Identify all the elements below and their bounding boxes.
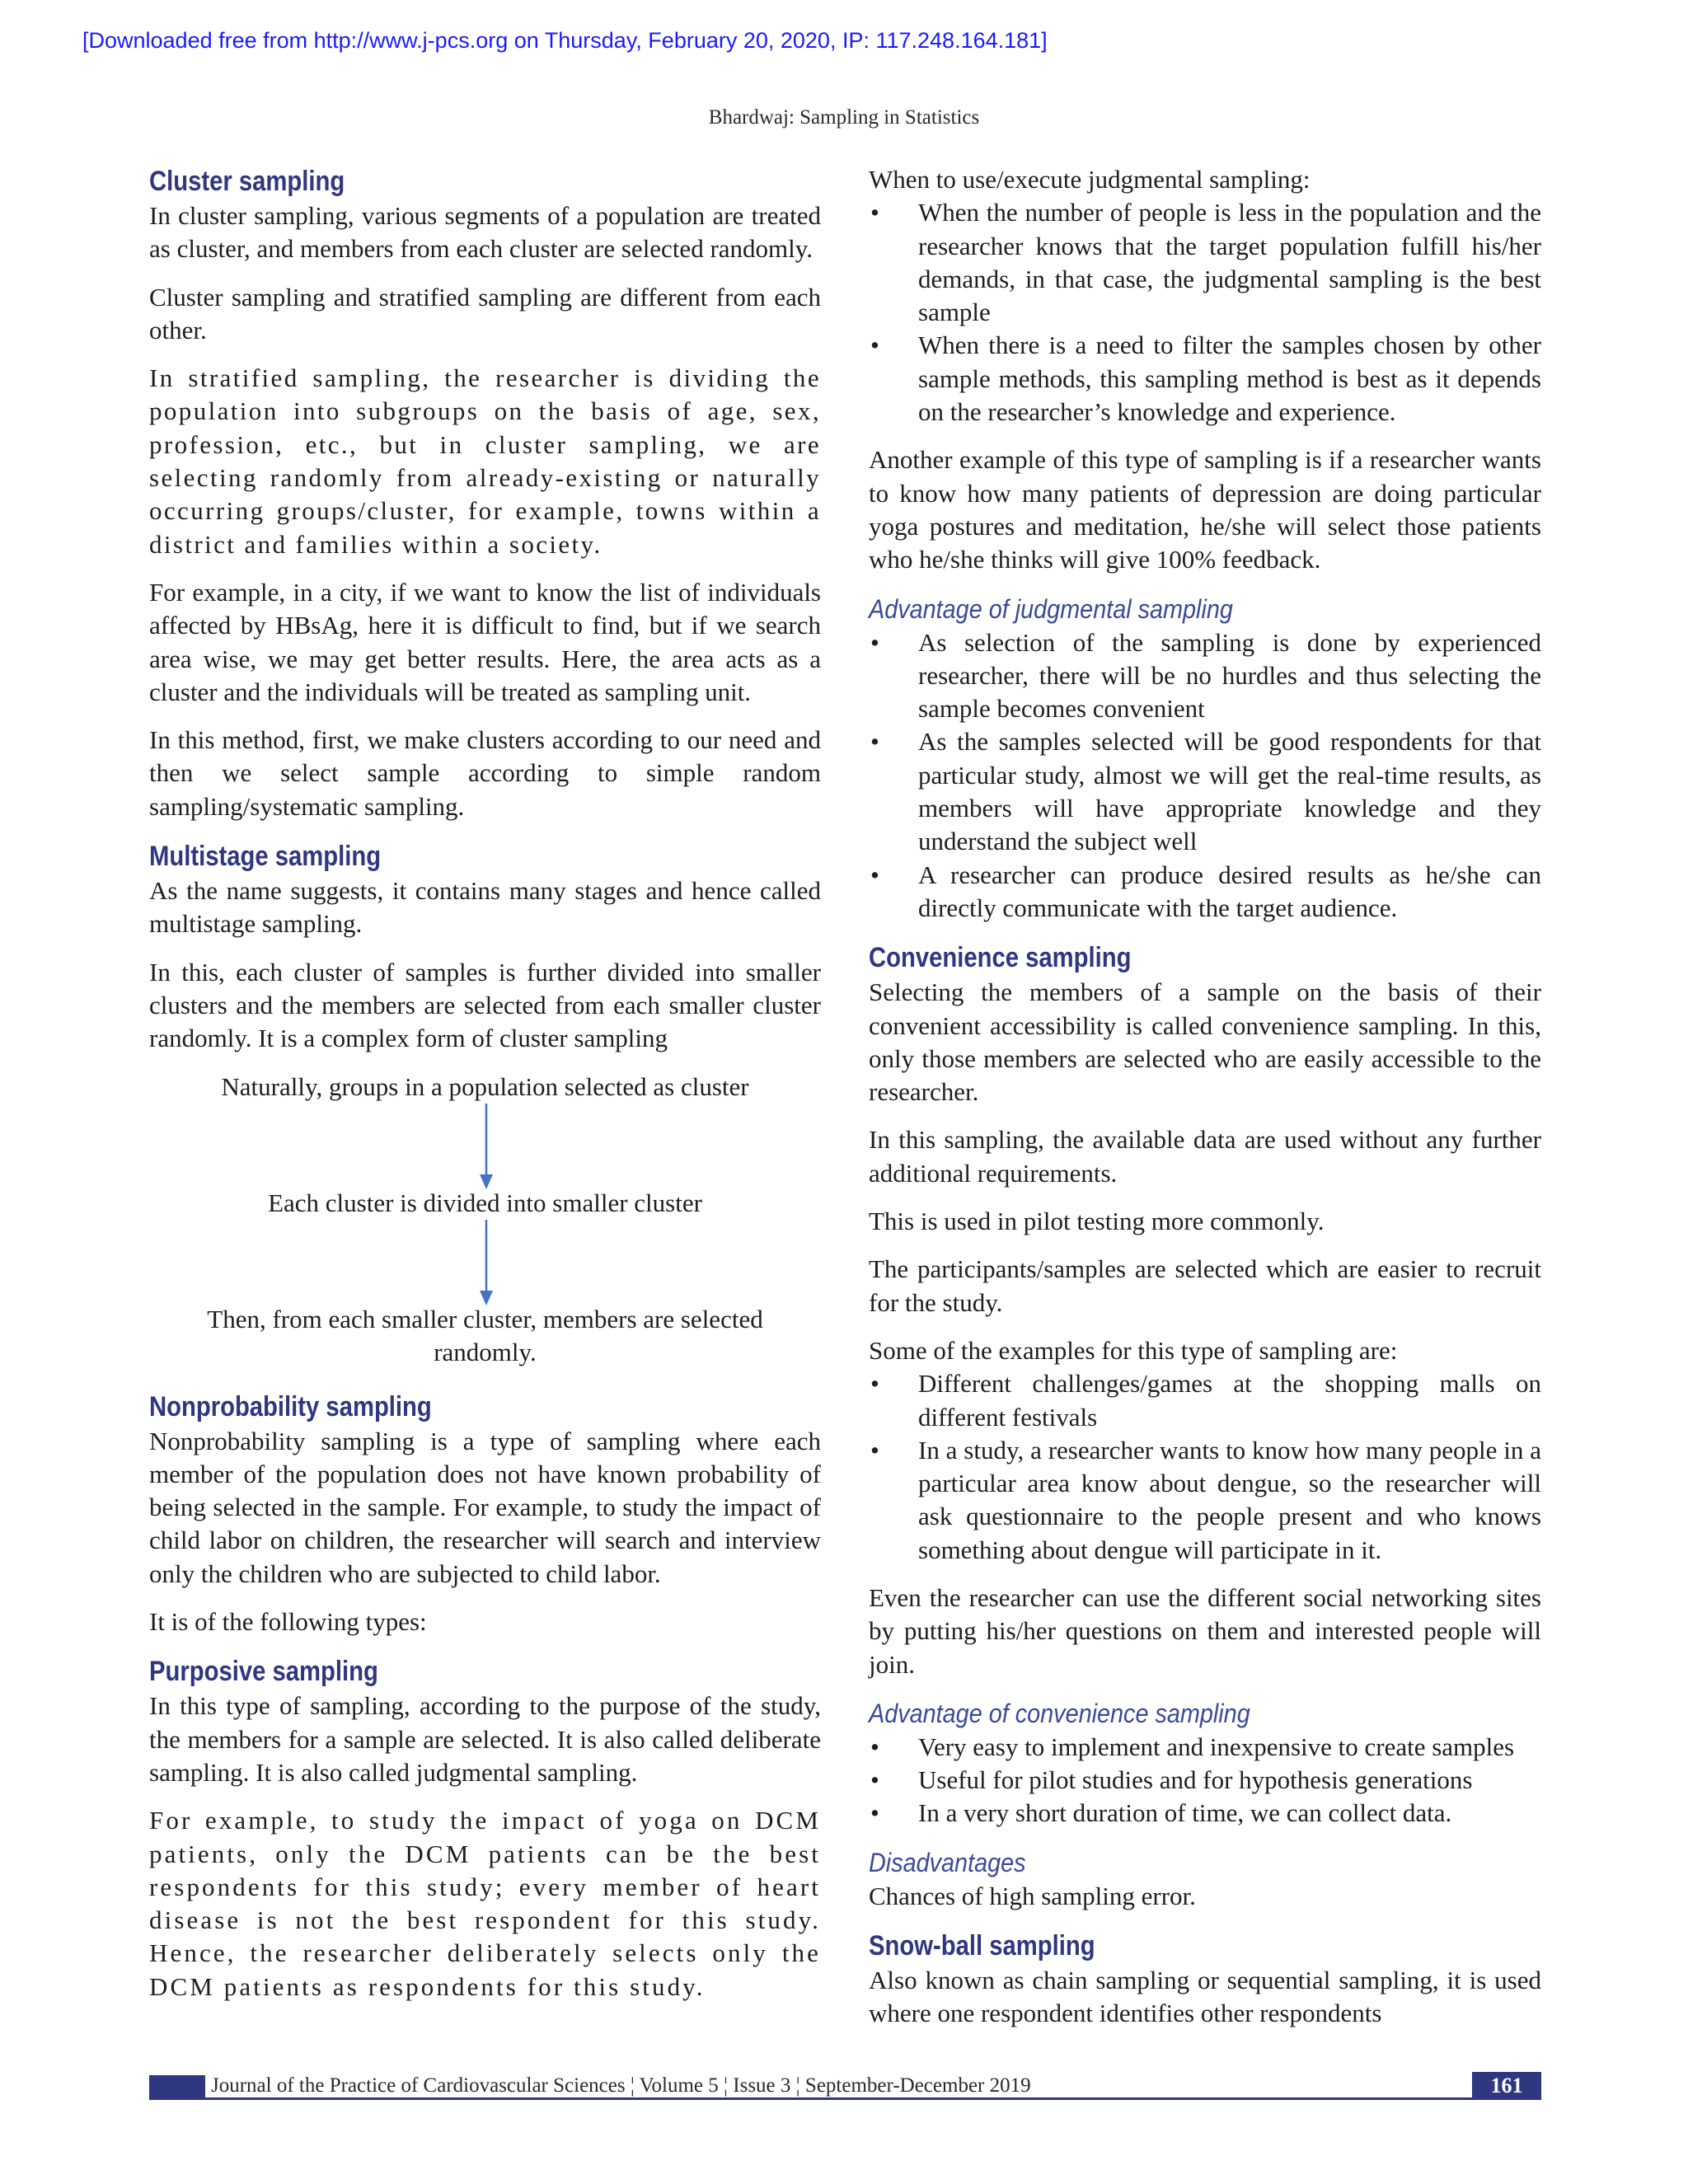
footer-accent-block (149, 2075, 205, 2100)
footer-citation (211, 2074, 1031, 2098)
paragraph: For example, to study the impact of yoga on DCM patients, only the DCM patients can be the best respondents for this study; every member of heart disease is not the best respondent for this study. Hence, the researcher deliberately selects only the DCM patients as respondents for this study. (149, 1806, 821, 2001)
footer-journal: Journal of the Practice of Cardiovascular Sciences (211, 2074, 626, 2097)
heading-multistage-sampling: Multistage sampling (149, 841, 382, 873)
flow-step-2: Each cluster is divided into smaller cluster (268, 1188, 702, 1217)
heading-nonprobability-sampling: Nonprobability sampling (149, 1390, 432, 1422)
paragraph: Some of the examples for this type of sampling are: (869, 1335, 1398, 1365)
download-banner[interactable]: [Downloaded free from http://www.j-pcs.org on Thursday, February 20, 2020, IP: 117.248.164.181] (82, 28, 1048, 53)
footer-separator: ¦ (795, 2074, 800, 2097)
footer-separator: ¦ (630, 2074, 635, 2097)
paragraph: In this sampling, the available data are used without any further additional requirements. (869, 1125, 1541, 1188)
paragraph: As the name suggests, it contains many stages and hence called multistage sampling. (149, 876, 821, 939)
paragraph: Even the researcher can use the different social networking sites by putting his/her questions on them and interested people will join. (869, 1582, 1541, 1679)
paragraph: In stratified sampling, the researcher is dividing the population into subgroups on the basis of age, sex, profession, etc., but in cluster sampling, we are selecting randomly from already-existing or naturally occurring groups/cluster, for example, towns within a district and families within a society. (149, 363, 821, 559)
list-item: • When there is a need to filter the samples chosen by other sample methods, this sampling method is best as it depends on the researcher’s knowledge and experience. (869, 329, 1541, 429)
list-item: • In a study, a researcher wants to know how many people in a particular area know about dengue, so the researcher will ask questionnaire to the people present and who knows something about dengue will participate in it. (869, 1434, 1541, 1567)
paragraph: Selecting the members of a sample on the basis of their convenient accessibility is called convenience sampling. In this, only those members are selected who are easily accessible to the researcher. (869, 977, 1541, 1107)
list-item: • In a very short duration of time, we can collect data. (869, 1797, 1541, 1830)
paragraph: The participants/samples are selected which are easier to recruit for the study. (869, 1254, 1541, 1317)
bullet-list (869, 626, 1541, 926)
bullet-list (869, 1731, 1541, 1830)
footer-volume: Volume 5 (639, 2074, 719, 2097)
left-column (149, 163, 821, 2018)
subheading-advantage-judgmental: Advantage of judgmental sampling (869, 593, 1233, 624)
paragraph: For example, in a city, if we want to know the list of individuals affected by HBsAg, here it is difficult to find, but if we search area wise, we may get better results. Here, the area acts as a cluster and the individuals will be treated as sampling unit. (149, 577, 821, 706)
paragraph: In this type of sampling, according to the purpose of the study, the members for a sample are selected. It is also called deliberate sampling. It is also called judgmental sampling. (149, 1691, 821, 1787)
heading-snowball-sampling: Snow-ball sampling (869, 1930, 1095, 1962)
paragraph: When to use/execute judgmental sampling: (869, 165, 1311, 194)
bullet-list (869, 1367, 1541, 1567)
list-item: • Useful for pilot studies and for hypothesis generations (869, 1764, 1541, 1797)
subheading-advantage-convenience: Advantage of convenience sampling (869, 1698, 1250, 1728)
paragraph: This is used in pilot testing more commonly. (869, 1207, 1325, 1236)
list-item: • As selection of the sampling is done by experienced researcher, there will be no hurdles and thus selecting the sample becomes convenient (869, 626, 1541, 726)
list-item: • When the number of people is less in the population and the researcher knows that the target population fulfill his/her demands, in that case, the judgmental sampling is the best sample (869, 196, 1541, 329)
flow-step-3: Then, from each smaller cluster, members are selected randomly. (207, 1304, 763, 1366)
footer-separator: ¦ (724, 2074, 729, 2097)
bullet-list (869, 196, 1541, 429)
paragraph: It is of the following types: (149, 1607, 427, 1637)
flow-step-1: Naturally, groups in a population selected as cluster (221, 1071, 749, 1101)
paragraph: In this, each cluster of samples is further divided into smaller clusters and the members are selected from each smaller cluster randomly. It is a complex form of cluster sampling (149, 957, 821, 1053)
page-number: 161 (1472, 2072, 1541, 2100)
down-arrow-icon (479, 1220, 494, 1305)
paragraph: Cluster sampling and stratified sampling are different from each other. (149, 282, 821, 344)
paragraph: Also known as chain sampling or sequential sampling, it is used where one respondent identifies other respondents (869, 1966, 1541, 2028)
paragraph: In cluster sampling, various segments of a population are treated as cluster, and members from each cluster are selected randomly. (149, 201, 821, 264)
list-item: • Very easy to implement and inexpensive to create samples (869, 1731, 1541, 1764)
subheading-disadvantages: Disadvantages (869, 1847, 1026, 1877)
right-column (869, 163, 1541, 2046)
heading-convenience-sampling: Convenience sampling (869, 942, 1132, 974)
down-arrow-icon (479, 1104, 494, 1189)
page-footer (149, 2072, 1541, 2100)
paragraph: Another example of this type of sampling is if a researcher wants to know how many patients of depression are doing particular yoga postures and meditation, he/she will select those patients who he/she thinks will give 100% feedback. (869, 445, 1541, 574)
heading-purposive-sampling: Purposive sampling (149, 1656, 378, 1688)
paragraph: Nonprobability sampling is a type of sampling where each member of the population does not have known probability of being selected in the sample. For example, to study the impact of child labor on children, the researcher will search and interview only the children who are subjected to child labor. (149, 1426, 821, 1588)
running-head: Bhardwaj: Sampling in Statistics (708, 106, 980, 129)
footer-period: September-December 2019 (804, 2074, 1031, 2097)
list-item: • A researcher can produce desired results as he/she can directly communicate with the target audience. (869, 859, 1541, 926)
paragraph: In this method, first, we make clusters according to our need and then we select sample according to simple random sampling/systematic sampling. (149, 725, 821, 821)
paragraph: Chances of high sampling error. (869, 1881, 1196, 1910)
multistage-flow-diagram (149, 1071, 821, 1377)
footer-issue: Issue 3 (733, 2074, 791, 2097)
heading-cluster-sampling: Cluster sampling (149, 166, 345, 197)
list-item: • As the samples selected will be good respondents for that particular study, almost we will get the real-time results, as members will have appropriate knowledge and they understand the subject well (869, 725, 1541, 858)
list-item: • Different challenges/games at the shopping malls on different festivals (869, 1367, 1541, 1434)
